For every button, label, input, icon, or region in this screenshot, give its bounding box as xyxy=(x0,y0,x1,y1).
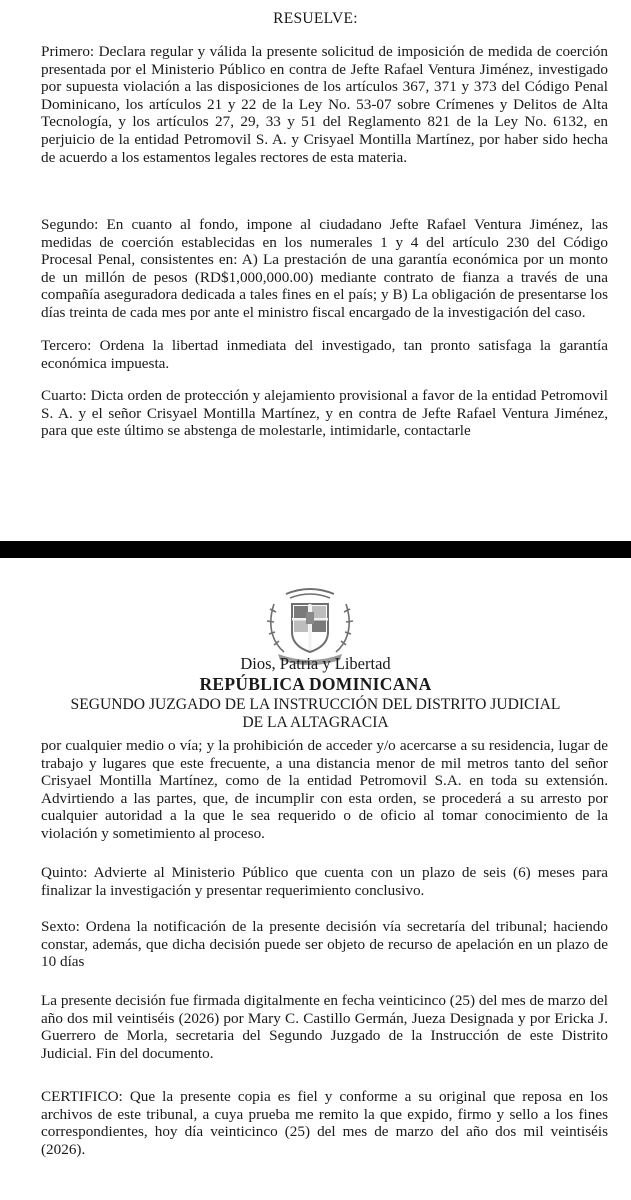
paragraph-quinto: Quinto: Advierte al Ministerio Público que cuenta con un plazo de seis (6) meses para finalizar la investigación y presentar requerimiento conclusivo. xyxy=(41,864,608,899)
national-motto: Dios, Patria y Libertad xyxy=(240,654,391,673)
paragraph-tercero: Tercero: Ordena la libertad inmediata del investigado, tan pronto satisfaga la garantía económica impuesta. xyxy=(41,337,608,372)
document-page-2 xyxy=(0,558,631,1200)
resolution-heading: RESUELVE: xyxy=(273,10,358,27)
paragraph-certifico: CERTIFICO: Que la presente copia es fiel y conforme a su original que reposa en los archivos de este tribunal, a cuya prueba me remito la que expido, firmo y sello a los fines correspondientes, hoy día veinticinco (25) del mes de marzo del año dos mil veintiséis (2026). xyxy=(41,1088,608,1158)
paragraph-primero: Primero: Declara regular y válida la presente solicitud de imposición de medida de coerción presentada por el Ministerio Público en contra de Jefte Rafael Ventura Jiménez, investigado por supuesta violación a las disposiciones de los artículos 367, 371 y 373 del Código Penal Dominicano, los artículos 21 y 22 de la Ley No. 53-07 sobre Crímenes y Delitos de Alta Tecnología, y los artículos 27, 29, 33 y 51 del Reglamento 821 de la Ley No. 6132, en perjuicio de la entidad Petromovil S. A. y Crisyael Montilla Martínez, por haber sido hecha de acuerdo a los estamentos legales rectores de esta materia. xyxy=(41,43,608,166)
document-page-1 xyxy=(0,0,631,541)
court-name-line-1: SEGUNDO JUZGADO DE LA INSTRUCCIÓN DEL DISTRITO JUDICIAL xyxy=(70,696,561,713)
paragraph-cuarto: Cuarto: Dicta orden de protección y alejamiento provisional a favor de la entidad Petromovil S. A. y el señor Crisyael Montilla Martínez, y en contra de Jefte Rafael Ventura Jiménez, para que este último se abstenga de molestarle, intimidarle, contactarle xyxy=(41,387,608,440)
paragraph-firma: La presente decisión fue firmada digitalmente en fecha veinticinco (25) del mes de marzo del año dos mil veintiséis (2026) por Mary C. Castillo Germán, Jueza Designada y por Ericka J. Guerrero de Morla, secretaria del Segundo Juzgado de la Instrucción de este Distrito Judicial. Fin del documento. xyxy=(41,992,608,1062)
court-name xyxy=(0,696,631,732)
republic-title: REPÚBLICA DOMINICANA xyxy=(199,674,432,694)
court-name-line-2: DE LA ALTAGRACIA xyxy=(242,714,389,731)
paragraph-cuarto-continued: por cualquier medio o vía; y la prohibición de acceder y/o acercarse a su residencia, lugar de trabajo y lugares que este frecuente, a una distancia menor de mil metros tanto del señor Crisyael Montilla Martínez, como de la entidad Petromovil S.A. en toda su extensión. Advirtiendo a las partes, que, de incumplir con esta orden, se procederá a su arresto por cualquier autoridad a la que le sea requerido o de oficio al tomar conocimiento de la violación y sometimiento al proceso. xyxy=(41,737,608,842)
paragraph-sexto: Sexto: Ordena la notificación de la presente decisión vía secretaría del tribunal; haciendo constar, además, que dicha decisión puede ser objeto de recurso de apelación en un plazo de 10 días xyxy=(41,918,608,971)
page-divider xyxy=(0,541,631,558)
paragraph-segundo: Segundo: En cuanto al fondo, impone al ciudadano Jefte Rafael Ventura Jiménez, las medidas de coerción establecidas en los numerales 1 y 4 del artículo 230 del Código Procesal Penal, consistentes en: A) La prestación de una garantía económica por un monto de un millón de pesos (RD$1,000,000.00) mediante contrato de fianza a través de una compañía aseguradora dedicada a tales fines en el país; y B) La obligación de presentarse los días treinta de cada mes por ante el ministro fiscal encargado de la investigación del caso. xyxy=(41,216,608,321)
